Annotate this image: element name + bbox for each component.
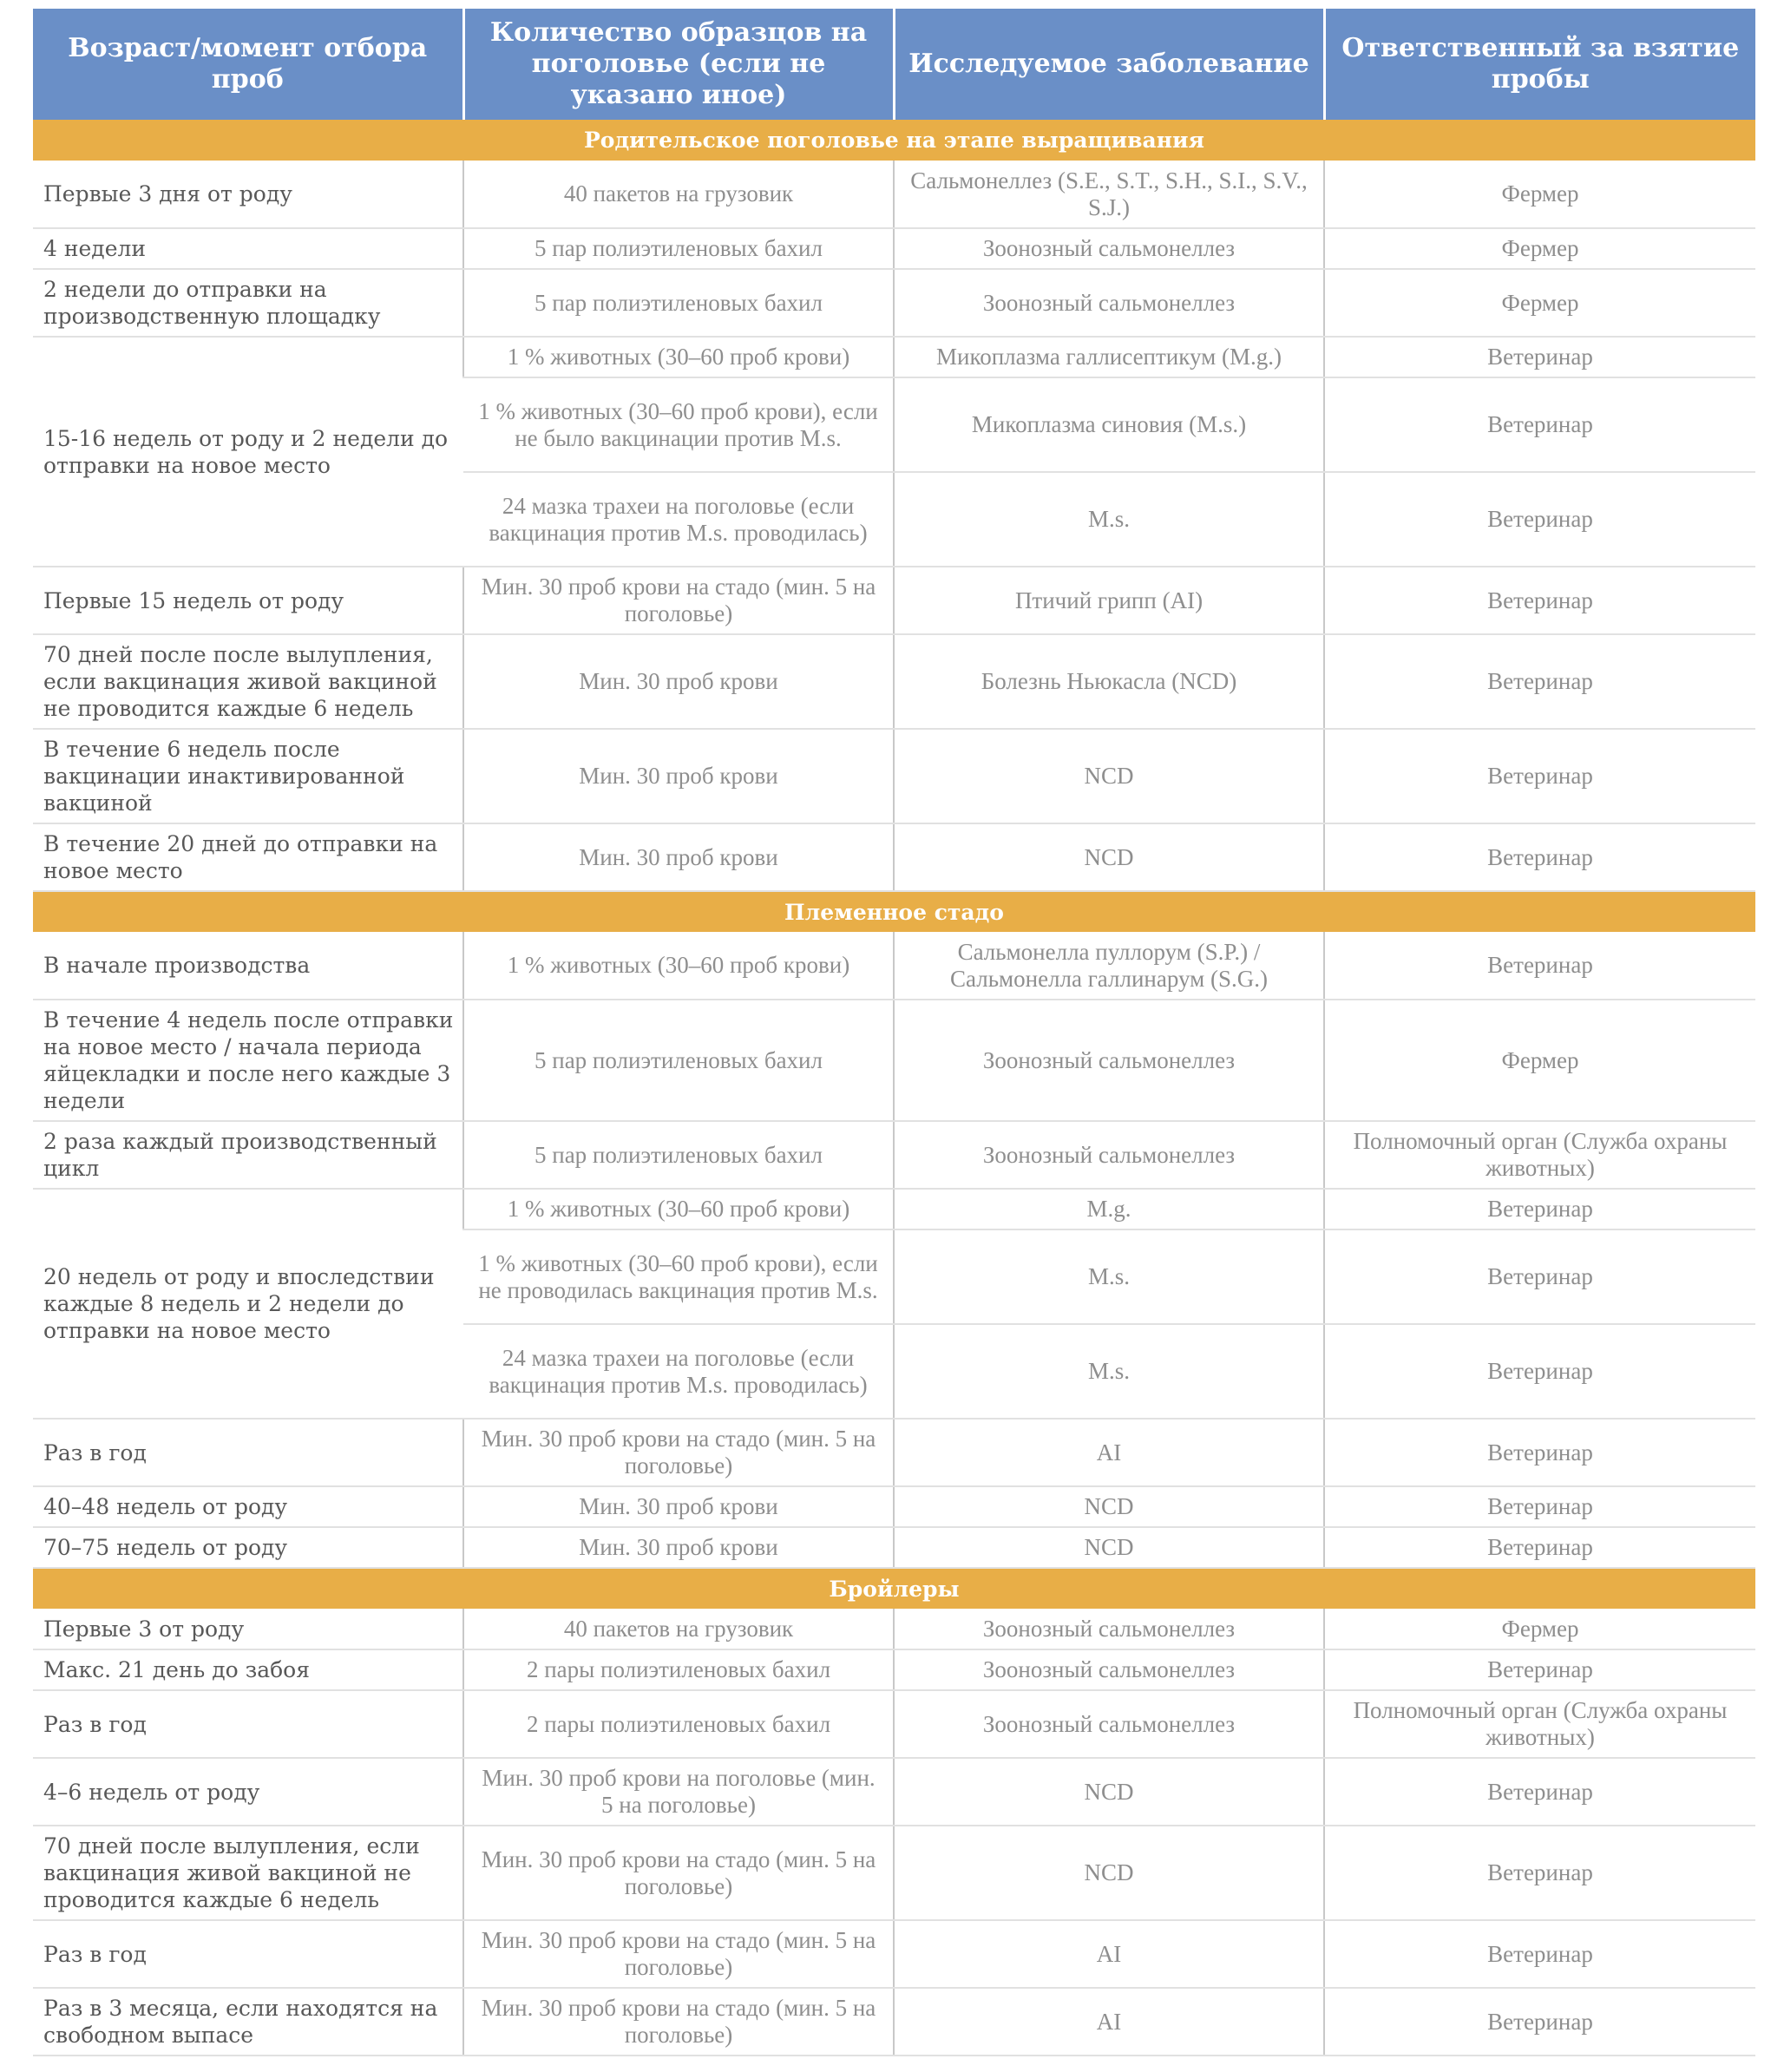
cell-responsible: Ветеринар	[1324, 472, 1755, 567]
table-row	[33, 1419, 1755, 1486]
cell-sample: Мин. 30 проб крови на стадо (мин. 5 на поголовье)	[463, 1826, 894, 1920]
cell-disease: NCD	[894, 729, 1324, 823]
table-row	[33, 729, 1755, 823]
table-row	[33, 1000, 1755, 1121]
cell-sample: 1 % животных (30–60 проб крови), если не было вакцинации против M.s.	[463, 377, 894, 472]
cell-responsible: Ветеринар	[1324, 337, 1755, 377]
cell-disease: Сальмонеллез (S.E., S.T., S.H., S.I., S.V., S.J.)	[894, 161, 1324, 228]
section-row-broilers	[33, 1568, 1755, 1609]
cell-responsible: Фермер	[1324, 161, 1755, 228]
header-age: Возраст/момент отбора проб	[33, 9, 463, 120]
cell-sample: 1 % животных (30–60 проб крови)	[463, 1189, 894, 1229]
cell-age: В течение 6 недель после вакцинации инактивированной вакциной	[33, 729, 463, 823]
cell-responsible: Фермер	[1324, 1609, 1755, 1649]
sampling-schedule-table	[33, 9, 1755, 2056]
cell-sample: 1 % животных (30–60 проб крови), если не проводилась вакцинация против M.s.	[463, 1229, 894, 1324]
cell-age: Первые 3 дня от роду	[33, 161, 463, 228]
cell-age: 2 недели до отправки на производственную площадку	[33, 269, 463, 337]
cell-disease: AI	[894, 1988, 1324, 2056]
cell-responsible: Ветеринар	[1324, 1324, 1755, 1419]
cell-age: 20 недель от роду и впоследствии каждые 8 недель и 2 недели до отправки на новое место	[33, 1189, 463, 1419]
table-row	[33, 1826, 1755, 1920]
header-responsible: Ответственный за взятие пробы	[1324, 9, 1755, 120]
table-row	[33, 823, 1755, 891]
cell-disease: Сальмонелла пуллорум (S.P.) / Сальмонелла галлинарум (S.G.)	[894, 932, 1324, 1000]
cell-disease: Зоонозный сальмонеллез	[894, 1121, 1324, 1189]
cell-disease: Зоонозный сальмонеллез	[894, 1000, 1324, 1121]
cell-sample: 1 % животных (30–60 проб крови)	[463, 932, 894, 1000]
cell-responsible: Ветеринар	[1324, 1189, 1755, 1229]
cell-responsible: Фермер	[1324, 1000, 1755, 1121]
cell-responsible: Ветеринар	[1324, 1988, 1755, 2056]
cell-responsible: Ветеринар	[1324, 1229, 1755, 1324]
cell-sample: Мин. 30 проб крови	[463, 823, 894, 891]
cell-sample: 24 мазка трахеи на поголовье (если вакцинация против M.s. проводилась)	[463, 1324, 894, 1419]
cell-disease: Микоплазма синовия (M.s.)	[894, 377, 1324, 472]
cell-responsible: Ветеринар	[1324, 823, 1755, 891]
cell-age: Макс. 21 день до забоя	[33, 1649, 463, 1690]
cell-disease: Зоонозный сальмонеллез	[894, 1609, 1324, 1649]
cell-age: 70 дней после после вылупления, если вакцинация живой вакциной не проводится каждые 6 недель	[33, 634, 463, 729]
cell-age: Первые 15 недель от роду	[33, 567, 463, 634]
cell-disease: AI	[894, 1419, 1324, 1486]
table-row	[33, 161, 1755, 228]
cell-disease: AI	[894, 1920, 1324, 1988]
cell-responsible: Ветеринар	[1324, 1758, 1755, 1826]
cell-age: Раз в год	[33, 1690, 463, 1758]
cell-disease: Зоонозный сальмонеллез	[894, 1649, 1324, 1690]
cell-disease: Птичий грипп (AI)	[894, 567, 1324, 634]
cell-disease: Болезнь Ньюкасла (NCD)	[894, 634, 1324, 729]
section-row-breeding	[33, 891, 1755, 932]
cell-disease: M.g.	[894, 1189, 1324, 1229]
cell-responsible: Ветеринар	[1324, 932, 1755, 1000]
section-title: Бройлеры	[33, 1568, 1755, 1609]
cell-age: 2 раза каждый производственный цикл	[33, 1121, 463, 1189]
cell-responsible: Фермер	[1324, 228, 1755, 269]
cell-responsible: Полномочный орган (Служба охраны животных)	[1324, 1690, 1755, 1758]
cell-age: Раз в год	[33, 1419, 463, 1486]
cell-responsible: Фермер	[1324, 269, 1755, 337]
cell-sample: 40 пакетов на грузовик	[463, 1609, 894, 1649]
table-row	[33, 1486, 1755, 1527]
cell-responsible: Ветеринар	[1324, 1920, 1755, 1988]
section-title: Племенное стадо	[33, 891, 1755, 932]
cell-sample: Мин. 30 проб крови на стадо (мин. 5 на поголовье)	[463, 1988, 894, 2056]
cell-disease: NCD	[894, 1486, 1324, 1527]
cell-disease: M.s.	[894, 1324, 1324, 1419]
table-row	[33, 1920, 1755, 1988]
cell-sample: 24 мазка трахеи на поголовье (если вакцинация против M.s. проводилась)	[463, 472, 894, 567]
cell-sample: 2 пары полиэтиленовых бахил	[463, 1690, 894, 1758]
cell-age: В начале производства	[33, 932, 463, 1000]
cell-sample: 40 пакетов на грузовик	[463, 161, 894, 228]
cell-responsible: Ветеринар	[1324, 634, 1755, 729]
table-row	[33, 228, 1755, 269]
section-title: Родительское поголовье на этапе выращивания	[33, 120, 1755, 161]
cell-sample: 5 пар полиэтиленовых бахил	[463, 228, 894, 269]
table-row	[33, 1609, 1755, 1649]
cell-sample: Мин. 30 проб крови	[463, 1527, 894, 1568]
cell-age: Раз в 3 месяца, если находятся на свободном выпасе	[33, 1988, 463, 2056]
cell-responsible: Ветеринар	[1324, 1419, 1755, 1486]
cell-sample: Мин. 30 проб крови на стадо (мин. 5 на поголовье)	[463, 567, 894, 634]
cell-sample: Мин. 30 проб крови на стадо (мин. 5 на поголовье)	[463, 1419, 894, 1486]
header-disease: Исследуемое заболевание	[894, 9, 1324, 120]
cell-age: 70–75 недель от роду	[33, 1527, 463, 1568]
table-row	[33, 1988, 1755, 2056]
table-header-row	[33, 9, 1755, 120]
table-row	[33, 1690, 1755, 1758]
table-row	[33, 1758, 1755, 1826]
cell-disease: NCD	[894, 1826, 1324, 1920]
cell-disease: Микоплазма галлисептикум (M.g.)	[894, 337, 1324, 377]
table-row	[33, 1189, 1755, 1229]
cell-disease: Зоонозный сальмонеллез	[894, 269, 1324, 337]
cell-sample: Мин. 30 проб крови	[463, 1486, 894, 1527]
cell-disease: NCD	[894, 823, 1324, 891]
cell-sample: Мин. 30 проб крови на поголовье (мин. 5 на поголовье)	[463, 1758, 894, 1826]
cell-sample: 5 пар полиэтиленовых бахил	[463, 269, 894, 337]
cell-age: Раз в год	[33, 1920, 463, 1988]
table-row	[33, 634, 1755, 729]
table-row	[33, 337, 1755, 377]
cell-disease: Зоонозный сальмонеллез	[894, 228, 1324, 269]
cell-age: В течение 4 недель после отправки на новое место / начала периода яйцекладки и после него каждые 3 недели	[33, 1000, 463, 1121]
cell-responsible: Ветеринар	[1324, 377, 1755, 472]
cell-disease: M.s.	[894, 472, 1324, 567]
cell-disease: NCD	[894, 1527, 1324, 1568]
cell-sample: Мин. 30 проб крови	[463, 729, 894, 823]
cell-age: В течение 20 дней до отправки на новое место	[33, 823, 463, 891]
cell-age: 70 дней после вылупления, если вакцинация живой вакциной не проводится каждые 6 недель	[33, 1826, 463, 1920]
table-row	[33, 567, 1755, 634]
cell-age: 4 недели	[33, 228, 463, 269]
cell-responsible: Ветеринар	[1324, 1527, 1755, 1568]
cell-responsible: Полномочный орган (Служба охраны животных)	[1324, 1121, 1755, 1189]
table-row	[33, 1121, 1755, 1189]
cell-age: 15-16 недель от роду и 2 недели до отправки на новое место	[33, 337, 463, 567]
header-sample-count: Количество образцов на поголовье (если не указано иное)	[463, 9, 894, 120]
cell-age: Первые 3 от роду	[33, 1609, 463, 1649]
cell-responsible: Ветеринар	[1324, 729, 1755, 823]
section-row-rearing	[33, 120, 1755, 161]
cell-disease: Зоонозный сальмонеллез	[894, 1690, 1324, 1758]
table-row	[33, 1527, 1755, 1568]
table-row	[33, 269, 1755, 337]
cell-disease: M.s.	[894, 1229, 1324, 1324]
cell-responsible: Ветеринар	[1324, 567, 1755, 634]
cell-sample: 5 пар полиэтиленовых бахил	[463, 1121, 894, 1189]
table-row	[33, 932, 1755, 1000]
cell-responsible: Ветеринар	[1324, 1486, 1755, 1527]
cell-disease: NCD	[894, 1758, 1324, 1826]
cell-sample: Мин. 30 проб крови на стадо (мин. 5 на поголовье)	[463, 1920, 894, 1988]
table-row	[33, 1649, 1755, 1690]
cell-responsible: Ветеринар	[1324, 1826, 1755, 1920]
cell-sample: 2 пары полиэтиленовых бахил	[463, 1649, 894, 1690]
cell-sample: 5 пар полиэтиленовых бахил	[463, 1000, 894, 1121]
cell-age: 4–6 недель от роду	[33, 1758, 463, 1826]
cell-age: 40–48 недель от роду	[33, 1486, 463, 1527]
cell-sample: 1 % животных (30–60 проб крови)	[463, 337, 894, 377]
cell-sample: Мин. 30 проб крови	[463, 634, 894, 729]
cell-responsible: Ветеринар	[1324, 1649, 1755, 1690]
